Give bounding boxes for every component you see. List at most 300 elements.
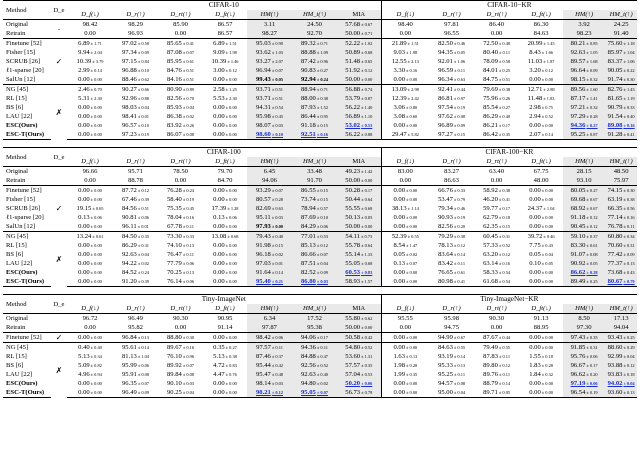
value-std: ± 2.88: [543, 87, 555, 92]
metric-cell: [203, 370, 247, 379]
metric-kr-cell: [429, 314, 474, 324]
value-main: 87.83: [483, 353, 498, 360]
value-main: 0.10: [529, 260, 541, 267]
value-std: ± 0.07: [316, 390, 329, 395]
value-std: ± 0.56: [623, 206, 635, 211]
value-std: ± 0.55: [453, 345, 466, 350]
metric-cell: [158, 39, 203, 49]
value-std: ± 0.07: [406, 261, 418, 266]
value-std: ± 1.71: [90, 41, 102, 46]
value-main: 0.00: [174, 30, 187, 37]
value-main: 4.47: [213, 371, 225, 378]
metric-header: D_f(↓): [81, 11, 99, 18]
value-main: 87.93: [300, 104, 316, 111]
value-main: 95.47: [255, 371, 271, 378]
value-std: ± 1.10: [361, 114, 373, 119]
value-main: 94.99: [438, 334, 453, 341]
value-main: 85.90: [173, 21, 188, 28]
metric-kr-cell: [605, 314, 637, 324]
value-main: 95.61: [121, 344, 137, 351]
value-main: 87.17: [570, 95, 586, 102]
metric-cell: [292, 29, 337, 39]
value-main: 86.29: [121, 242, 137, 249]
metric-cell: [247, 314, 292, 324]
value-std: ± 0.25: [623, 335, 635, 340]
value-std: ± 0.61: [586, 243, 598, 248]
metric-cell: [203, 352, 247, 361]
metric-cell: [113, 379, 158, 388]
value-main: 88.60: [607, 344, 623, 351]
metric-cell: [158, 222, 203, 232]
metric-cell: [113, 29, 158, 39]
metric-kr-cell: [605, 130, 637, 140]
dataset-title: Tiny-ImageNet: [67, 295, 381, 305]
table-row: [3, 186, 637, 196]
metric-cell: [247, 39, 292, 49]
value-main: 87.51: [300, 260, 316, 267]
metric-cell: [67, 121, 113, 130]
value-std: ± 0.00: [90, 252, 102, 257]
value-std: ± 0.00: [406, 279, 418, 284]
value-main: 0.00: [213, 187, 225, 194]
value-std: ± 0.34: [623, 234, 635, 239]
value-std: ± 0.00: [406, 390, 418, 395]
value-main: 97.57: [256, 344, 271, 351]
metric-cell: [67, 323, 113, 333]
value-std: ± 0.71: [316, 87, 329, 92]
value-main: 94.06: [300, 334, 316, 341]
value-main: 0.00: [78, 389, 90, 396]
method-name: BS [6]: [6, 104, 24, 111]
value-main: 0.13: [78, 214, 90, 221]
metric-kr-cell: [605, 370, 637, 379]
metric-header-row: [3, 304, 637, 314]
value-std: ± 0.00: [406, 215, 418, 220]
value-main: 1.83: [529, 362, 541, 369]
value-std: ± 0.05: [271, 77, 284, 82]
metric-cell: [158, 195, 203, 204]
value-std: ± 1.05: [586, 50, 598, 55]
value-std: ± 0.00: [406, 77, 418, 82]
value-main: 50.00: [345, 76, 361, 83]
value-main: 73.74: [300, 196, 316, 203]
metric-kr-cell: [474, 94, 519, 103]
metric-cell: [113, 204, 158, 213]
metric-kr-cell: [429, 388, 474, 398]
metric-kr-cell: [519, 204, 563, 213]
value-std: ± 1.28: [227, 206, 239, 211]
value-main: 91.18: [570, 214, 586, 221]
value-std: ± 0.46: [453, 41, 466, 46]
metric-cell: [247, 379, 292, 388]
metric-kr-cell: [605, 343, 637, 353]
metric-cell: [247, 112, 292, 121]
value-std: ± 0.07: [271, 188, 284, 193]
value-main: 5.53: [213, 95, 225, 102]
value-main: 89.76: [483, 371, 498, 378]
value-main: 84.63: [533, 30, 549, 37]
value-main: 86.29: [483, 113, 498, 120]
value-main: 0.00: [529, 334, 541, 341]
block-spacer: [3, 287, 637, 295]
value-std: ± 1.43: [623, 87, 635, 92]
value-main: 84.52: [121, 269, 137, 276]
value-std: ± 5.82: [407, 132, 419, 137]
metric-kr-cell: [381, 75, 429, 85]
metric-kr-cell: [519, 112, 563, 121]
value-std: ± 0.00: [406, 224, 418, 229]
value-main: 82.56: [438, 223, 453, 230]
method-name: Original: [3, 314, 51, 324]
metric-kr-cell: [429, 75, 474, 85]
value-std: ± 0.83: [225, 363, 237, 368]
value-main: 72.50: [483, 40, 498, 47]
value-main: 97.81: [444, 21, 460, 28]
metric-kr-cell: [429, 213, 474, 222]
metric-cell: [247, 333, 292, 343]
metric-cell: [113, 268, 158, 277]
value-std: ± 0.58: [498, 59, 511, 64]
ours-value: [345, 269, 372, 276]
value-main: 0.00: [78, 122, 90, 129]
metric-cell: [292, 232, 337, 242]
metric-cell: [292, 195, 337, 204]
value-std: ± 0.31: [586, 345, 598, 350]
value-main: 78.50: [173, 168, 188, 175]
value-main: 85.93: [166, 104, 182, 111]
value-std: ± 0.12: [137, 188, 150, 193]
value-std: ± 0.22: [623, 68, 635, 73]
value-std: ± 1.09: [316, 50, 329, 55]
value-std: ± 0.10: [316, 215, 329, 220]
value-std: ± 0.00: [225, 335, 237, 340]
value-main: 85.95: [166, 58, 182, 65]
metric-kr-cell: [381, 222, 429, 232]
value-std: ± 0.04: [182, 105, 195, 110]
value-std: ± 1.68: [586, 59, 598, 64]
value-main: 95.00: [438, 389, 453, 396]
value-std: ± 0.85: [586, 41, 598, 46]
metric-cell: [292, 121, 337, 130]
value-main: 0.00: [213, 251, 225, 258]
metric-kr-cell: [381, 314, 429, 324]
value-main: 68.92: [570, 205, 586, 212]
value-std: ± 0.00: [225, 252, 237, 257]
value-std: ± 0.00: [90, 224, 102, 229]
value-main: 99.43: [255, 76, 271, 83]
value-main: 87.69: [300, 214, 316, 221]
value-std: ± 0.70: [182, 96, 195, 101]
value-main: 91.74: [607, 76, 623, 83]
value-std: ± 0.05: [586, 261, 598, 266]
metric-cell: [247, 195, 292, 204]
metric-kr-cell: [563, 333, 605, 343]
metric-cell: [337, 259, 381, 268]
value-std: ± 0.19: [182, 197, 195, 202]
metric-kr-cell: [563, 130, 605, 140]
value-std: ± 0.11: [182, 252, 194, 257]
metric-cell: [67, 333, 113, 343]
value-main: 0.00: [393, 214, 406, 221]
value-std: ± 0.00: [90, 390, 102, 395]
value-std: ± 0.10: [137, 123, 150, 128]
value-std: ± 0.41: [182, 41, 195, 46]
value-std: ± 0.87: [361, 96, 373, 101]
metric-kr-cell: [519, 94, 563, 103]
value-main: 95.25: [570, 131, 586, 138]
metric-kr-cell: [605, 167, 637, 177]
value-std: ± 0.24: [316, 77, 329, 82]
value-std: ± 0.26: [182, 123, 195, 128]
metric-cell: [113, 112, 158, 121]
best-value: [608, 122, 635, 129]
table-row: [3, 388, 637, 398]
table-row: [3, 103, 637, 112]
value-main: 0.13: [393, 260, 406, 267]
metric-cell: [247, 75, 292, 85]
value-std: ± 0.70: [90, 87, 102, 92]
value-main: 86.66: [300, 251, 316, 258]
value-main: 0.00: [529, 187, 541, 194]
metric-kr-cell: [563, 195, 605, 204]
metric-kr-cell: [605, 352, 637, 361]
value-main: 87.72: [121, 187, 137, 194]
value-std: ± 0.37: [586, 234, 598, 239]
value-std: ± 0.16: [623, 123, 635, 128]
value-std: ± 2.07: [271, 59, 284, 64]
value-std: ± 1.04: [543, 206, 555, 211]
metric-cell: [203, 130, 247, 140]
value-main: 48.50: [613, 168, 629, 175]
value-std: ± 0.20: [453, 224, 466, 229]
value-main: 90.45: [570, 223, 586, 230]
value-std: ± 0.06: [90, 215, 102, 220]
metric-kr-cell: [474, 352, 519, 361]
metric-kr-cell: [429, 343, 474, 353]
metric-kr-cell: [381, 388, 429, 398]
metric-cell: [158, 379, 203, 388]
value-main: 95.44: [255, 362, 271, 369]
value-main: 1.99: [393, 371, 406, 378]
table-row: [3, 204, 637, 213]
value-main: 53.47: [438, 196, 453, 203]
metric-kr-cell: [519, 250, 563, 259]
value-main: 0.00: [213, 196, 225, 203]
value-main: 96.93: [128, 30, 143, 37]
metric-kr-cell: [519, 103, 563, 112]
value-main: 3.08: [393, 113, 406, 120]
best-value: [256, 76, 283, 83]
value-std: ± 0.00: [225, 224, 237, 229]
metric-cell: [67, 29, 113, 39]
value-main: 6.45: [263, 168, 276, 175]
metric-kr-cell: [519, 39, 563, 49]
value-main: 0.00: [213, 380, 225, 387]
value-main: 0.00: [529, 196, 541, 203]
value-main: 89.49: [570, 278, 586, 285]
value-std: ± 0.38: [453, 234, 466, 239]
value-std: ± 0.04: [623, 381, 635, 386]
value-main: 0.00: [529, 278, 541, 285]
metric-kr-cell: [474, 232, 519, 242]
value-main: 86.55: [300, 187, 316, 194]
value-main: 0.00: [78, 242, 90, 249]
value-std: ± 0.04: [623, 354, 635, 359]
best-value: [256, 389, 283, 396]
metric-cell: [158, 121, 203, 130]
metric-cell: [158, 66, 203, 75]
value-main: 0.00: [529, 389, 541, 396]
value-std: ± 0.35: [586, 335, 598, 340]
metric-kr-cell: [381, 66, 429, 75]
table-row: [3, 333, 637, 343]
value-main: 83.00: [397, 168, 413, 175]
value-main: 60.53: [345, 269, 361, 276]
method-name: SalUn [12]: [6, 223, 36, 230]
value-std: ± 0.71: [361, 31, 373, 36]
value-std: ± 0.17: [361, 188, 373, 193]
metric-cell: [203, 186, 247, 196]
value-std: ± 1.98: [406, 50, 418, 55]
method-name: RL [15]: [6, 242, 27, 249]
value-main: 76.28: [166, 187, 182, 194]
value-std: ± 0.62: [361, 316, 373, 321]
metric-kr-cell: [474, 379, 519, 388]
value-std: ± 1.51: [407, 41, 419, 46]
metric-cell: [337, 388, 381, 398]
value-main: 86.07: [166, 131, 182, 138]
value-main: 82.76: [607, 86, 623, 93]
value-main: 84.16: [166, 76, 182, 83]
value-std: ± 1.06: [453, 59, 466, 64]
metric-cell: [158, 103, 203, 112]
metric-cell: [337, 370, 381, 379]
metric-cell: [113, 186, 158, 196]
value-main: 5.09: [78, 362, 90, 369]
table-row: [3, 314, 637, 324]
metric-cell: [337, 66, 381, 75]
value-main: 74.15: [607, 187, 623, 194]
metric-cell: [113, 103, 158, 112]
value-main: 86.40: [489, 21, 505, 28]
value-std: ± 0.40: [271, 234, 284, 239]
method-name: Fisher [15]: [6, 49, 36, 56]
metric-cell: [158, 333, 203, 343]
metric-kr-cell: [474, 85, 519, 95]
value-main: 82.52: [300, 269, 316, 276]
value-std: ± 0.09: [137, 50, 150, 55]
value-std: ± 0.55: [407, 234, 419, 239]
metric-kr-cell: [474, 176, 519, 186]
value-std: ± 0.08: [182, 372, 195, 377]
value-main: 89.84: [166, 371, 182, 378]
value-std: ± 0.71: [316, 41, 329, 46]
best-value: [345, 380, 372, 387]
table-row: [3, 213, 637, 222]
metric-kr-cell: [563, 352, 605, 361]
metric-cell: [292, 277, 337, 287]
value-std: ± 0.33: [453, 188, 466, 193]
value-main: 93.88: [607, 362, 623, 369]
value-std: ± 0.46: [543, 234, 555, 239]
value-main: 91.40: [613, 30, 629, 37]
value-std: ± 0.00: [225, 270, 237, 275]
metric-kr-cell: [519, 121, 563, 130]
metric-cell: [337, 121, 381, 130]
value-main: 98.60: [255, 131, 271, 138]
metric-kr-cell: [519, 130, 563, 140]
metric-cell: [292, 85, 337, 95]
metric-cell: [67, 130, 113, 140]
value-std: ± 0.33: [623, 105, 635, 110]
value-std: ± 0.06: [182, 261, 195, 266]
value-std: ± 0.00: [225, 188, 237, 193]
value-std: ± 0.11: [623, 224, 635, 229]
metric-cell: [203, 379, 247, 388]
value-main: 84.75: [483, 76, 498, 83]
metric-cell: [113, 85, 158, 95]
metric-kr-cell: [519, 66, 563, 75]
block-spacer: [3, 140, 637, 148]
value-main: 98.15: [570, 76, 586, 83]
value-main: 88.94: [300, 86, 316, 93]
metric-kr-cell: [381, 204, 429, 213]
value-std: ± 0.12: [271, 390, 284, 395]
metric-cell: [203, 167, 247, 177]
metric-kr-cell: [605, 268, 637, 277]
value-main: 96.11: [122, 223, 137, 230]
metric-kr-cell: [519, 57, 563, 66]
metric-cell: [337, 277, 381, 287]
metric-cell: [292, 57, 337, 66]
table-row: [3, 121, 637, 130]
method-name: LAU [22]: [6, 113, 33, 120]
value-std: ± 0.46: [453, 206, 466, 211]
value-main: 98.03: [121, 104, 137, 111]
metric-kr-cell: [519, 314, 563, 324]
value-main: 61.68: [483, 278, 498, 285]
value-main: 0.00: [393, 389, 406, 396]
value-main: 85.13: [300, 242, 316, 249]
metric-cell: [67, 241, 113, 250]
value-main: 91.70: [307, 177, 322, 184]
de-header: D_e: [51, 295, 67, 314]
metric-kr-cell: [429, 333, 474, 343]
metric-cell: [158, 268, 203, 277]
value-std: ± 0.90: [271, 41, 284, 46]
metric-cell: [337, 57, 381, 66]
value-main: 0.40: [78, 344, 90, 351]
value-main: 93.10: [576, 177, 592, 184]
value-main: 81.65: [607, 95, 623, 102]
metric-kr-cell: [429, 323, 474, 333]
metric-cell: [247, 259, 292, 268]
value-std: ± 0.09: [623, 252, 635, 257]
method-name: Retrain: [6, 30, 26, 37]
value-main: 17.52: [307, 315, 322, 322]
method-name: ESC(Ours): [6, 122, 38, 129]
metric-cell: [67, 388, 113, 398]
value-std: ± 0.19: [586, 390, 598, 395]
value-std: ± 0.00: [406, 335, 418, 340]
dataset-title: CIFAR-10: [67, 1, 381, 11]
value-std: ± 0.00: [541, 215, 553, 220]
metric-kr-cell: [519, 379, 563, 388]
metric-cell: [67, 268, 113, 277]
best-value: [301, 278, 328, 285]
value-std: ± 0.40: [316, 372, 329, 377]
metric-cell: [247, 57, 292, 66]
